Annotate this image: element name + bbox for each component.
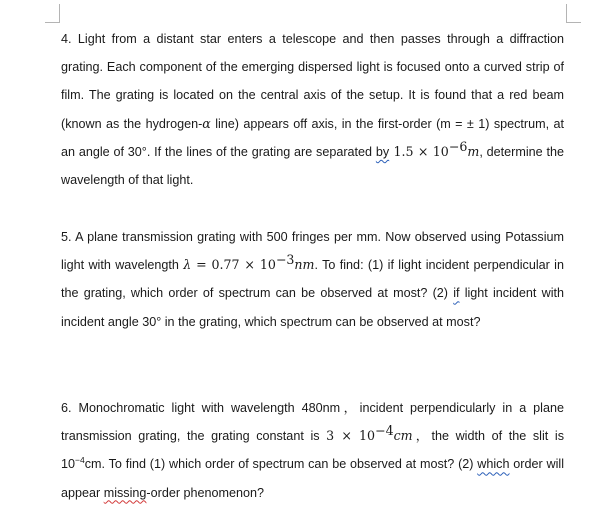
- q6-grating-constant-exponent: −4: [375, 423, 394, 439]
- q5-text-part: . To find: (1) if light incident perpendicular in the grating, which order of spectrum can be observed at most? (2): [61, 258, 564, 301]
- q6-grating-constant-value: 3 × 10: [326, 428, 376, 444]
- q6-slit-width-exponent: −4: [75, 455, 85, 466]
- question-6-paragraph: [61, 394, 564, 507]
- q6-text-part: ，the width of the slit is: [412, 429, 564, 444]
- q6-text-part: cm. To find (1) which order of spectrum can be observed at most? (2): [84, 457, 478, 472]
- q6-grating-constant-unit: cm: [393, 428, 413, 444]
- q4-separation-exponent: −6: [448, 138, 468, 154]
- q5-wavelength-value: = 0.77 × 10: [191, 257, 276, 273]
- q4-text-part: , determine the wavelength of that light.: [61, 144, 564, 188]
- q6-slit-width-value: 10: [61, 457, 76, 472]
- grammar-flag-word: which: [477, 457, 510, 472]
- q5-text-part: light incident with incident angle 30° in the grating, which spectrum can be observed at most?: [61, 286, 565, 329]
- q5-wavelength-unit: nm: [294, 257, 315, 273]
- question-5-paragraph: [61, 223, 564, 336]
- q6-text-part: order will appear: [61, 457, 564, 500]
- page-corner-mark-right: [566, 4, 581, 23]
- spelling-flag-word: missing: [103, 485, 147, 500]
- question-4-paragraph: [61, 25, 564, 194]
- grammar-flag-word: by: [375, 144, 390, 159]
- lambda-symbol: λ: [183, 257, 192, 273]
- q6-text-part: 6. Monochromatic light with wavelength 480nm，incident perpendicularly in a plane transmission grating, the grating constant is: [61, 401, 564, 444]
- q4-text-part: 4. Light from a distant star enters a telescope and then passes through a diffraction grating. Each component of the emerging dispersed light is focused onto a curved strip of film. The grating is located on the central axis of the setup. It is found that a red beam (known as the hydrogen-: [61, 32, 564, 131]
- q4-separation-unit: m: [467, 143, 480, 159]
- page-corner-mark-left: [45, 4, 60, 23]
- q5-wavelength-exponent: −3: [275, 252, 295, 268]
- q4-text-part: line) appears off axis, in the first-order (m = ± 1) spectrum, at an angle of 30°. If the lines of the grating are separated: [61, 116, 564, 159]
- grammar-flag-word: if: [453, 286, 460, 301]
- q6-text-part: -order phenomenon?: [146, 485, 265, 500]
- q5-text-part: 5. A plane transmission grating with 500 fringes per mm. Now observed using Potassium light with wavelength: [61, 230, 564, 273]
- q4-separation-value: 1.5 × 10: [389, 143, 449, 159]
- alpha-symbol: α: [202, 115, 211, 131]
